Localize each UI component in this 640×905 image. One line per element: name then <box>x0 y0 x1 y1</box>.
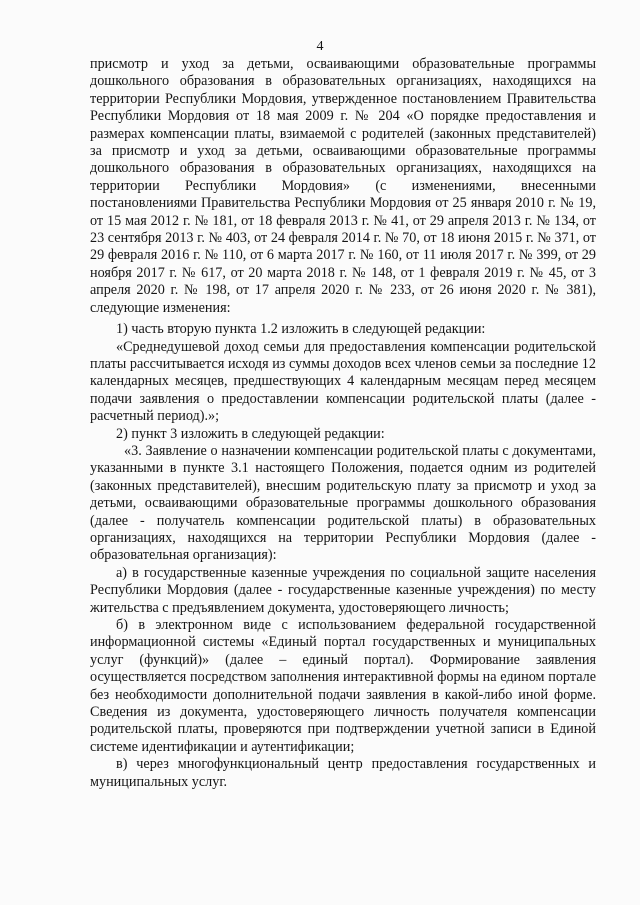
paragraph-quote-3: «3. Заявление о назначении компенсации родительской платы с документами, указанными в пункте 3.1 настоящего Положения, подается одним из родителей (законных представителей), внесшим родительскую плату за присмотр и уход за детьми, осваивающими образовательные программы дошкольного образования (далее - получатель компенсации родительской платы) в образовательных организациях, находящихся на территории Республики Мордовия (далее - образовательная организация): <box>90 442 596 564</box>
paragraph-item-1: 1) часть вторую пункта 1.2 изложить в следующей редакции: <box>116 321 486 338</box>
paragraph-intro: присмотр и уход за детьми, осваивающими образовательные программы дошкольного образования в образовательных организациях, находящихся на территории Республики Мордовия, утвержденное постановлением Правительства Республики Мордовия от 18 мая 2009 г. № 204 «О порядке предоставления и размерах компенсации платы, взимаемой с родителей (законных представителей) за присмотр и уход за детьми, осваивающими образовательные программы дошкольного образования в образовательных организациях, находящихся на территории Республики Мордовия» (с изменениями, внесенными постановлениями Правительства Республики Мордовия от 25 января 2010 г. № 19, от 15 мая 2012 г. № 181, от 18 февраля 2013 г. № 41, от 29 апреля 2013 г. № 134, от 23 сентября 2013 г. № 403, от 24 февраля 2014 г. № 70, от 18 июня 2015 г. № 371, от 29 февраля 2016 г. № 110, от 6 марта 2017 г. № 160, от 11 июля 2017 г. № 399, от 29 ноября 2017 г. № 617, от 20 марта 2018 г. № 148, от 1 февраля 2019 г. № 45, от 3 апреля 2020 г. № 198, от 17 апреля 2020 г. № 233, от 26 июня 2020 г. № 381), следующие изменения: <box>90 56 596 316</box>
paragraph-subitem-b: б) в электронном виде с использованием федеральной государственной информационной системы «Единый портал государственных и муниципальных услуг (функций)» (далее – единый портал). Формирование заявления осуществляется посредством заполнения интерактивной формы на едином портале без необходимости дополнительной подачи заявления в какой-либо иной форме. Сведения из документа, удостоверяющего личность получателя компенсации родительской платы, проверяются при подтверждении учетной записи в Единой системе идентификации и аутентификации; <box>90 617 596 755</box>
document-body <box>90 56 596 791</box>
paragraph-subitem-a: а) в государственные казенные учреждения по социальной защите населения Республики Мордовия (далее - государственные казенные учреждения) по месту жительства с предъявлением документа, удостоверяющего личность; <box>90 564 596 616</box>
paragraph-item-2: 2) пункт 3 изложить в следующей редакции: <box>116 425 385 442</box>
page-number: 4 <box>316 39 324 54</box>
paragraph-quote-1: «Среднедушевой доход семьи для предоставления компенсации родительской платы рассчитывается исходя из суммы доходов всех членов семьи за последние 12 календарных месяцев, предшествующих 4 календарным месяцам перед месяцем подачи заявления о предоставлении компенсации родительской платы (далее - расчетный период).»; <box>90 338 596 425</box>
paragraph-subitem-v: в) через многофункциональный центр предоставления государственных и муниципальных услуг. <box>90 756 596 790</box>
